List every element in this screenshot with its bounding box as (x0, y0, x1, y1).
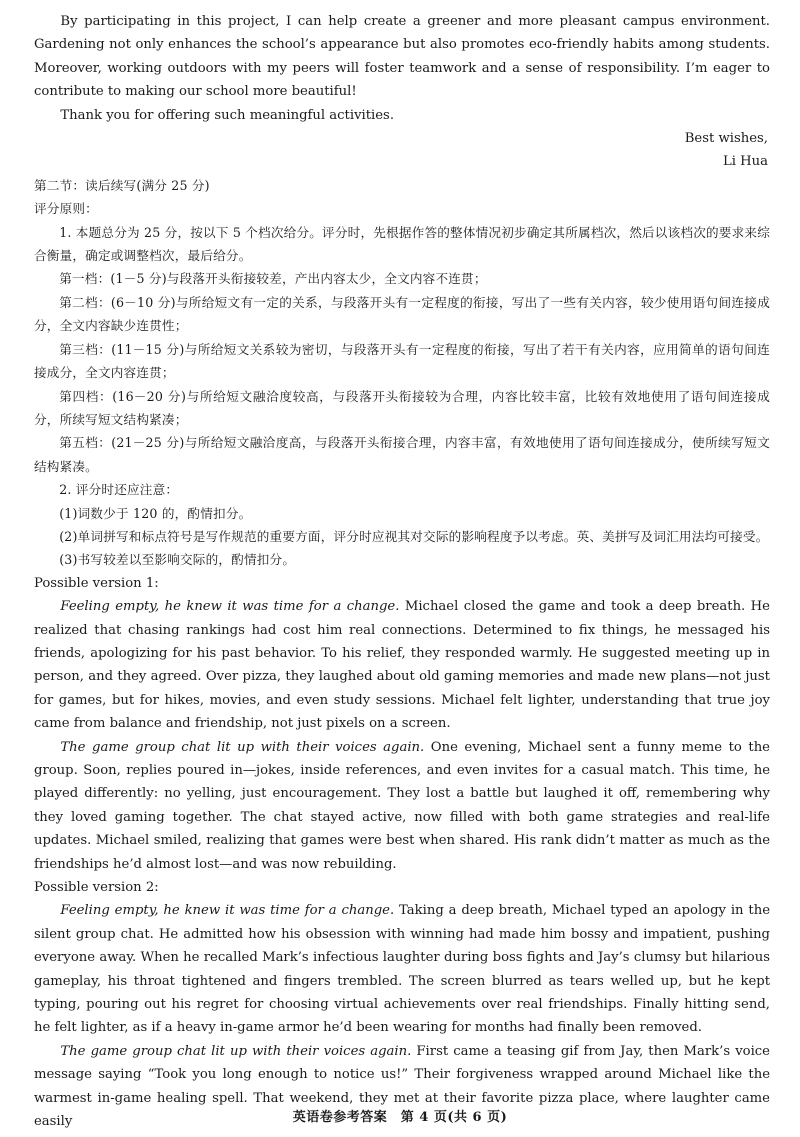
version-1-paragraph-2 (34, 736, 770, 876)
letter-closing: Best wishes, (684, 131, 768, 147)
note-1: (1)词数少于 120 的，酌情扣分。 (59, 505, 252, 521)
note-3: (3)书写较差以至影响交际的，酌情扣分。 (59, 552, 296, 568)
tier-1: 第一档：(1－5 分)与段落开头衔接较差，产出内容太少，全文内容不连贯； (59, 271, 487, 287)
version-1-paragraph-1 (34, 595, 770, 735)
section-heading: 第二节：读后续写(满分 25 分) (34, 177, 210, 193)
version-1-p2-body: One evening, Michael sent a funny meme to the group. Soon, replies poured in—jokes, inside references, and even invites for a casual match. This time, he played differently: no yelling, just encouragement. They lost a battle but laughed it off, remembering why they loved gaming together. The chat stayed active, now filled with both game strategies and real-life updates. Michael smiled, realizing that games were best when shared. His rank didn’t matter as much as the friendships he’d almost lost—and was now rebuilding. (34, 739, 770, 872)
version-2-p2-lead: The game group chat lit up with their voices again. (60, 1043, 412, 1059)
letter-signature: Li Hua (722, 154, 768, 170)
version-1-p2-lead: The game group chat lit up with their voices again. (60, 739, 425, 755)
version-2-paragraph-1 (34, 899, 770, 1039)
letter-paragraph-1: By participating in this project, I can help create a greener and more pleasant campus environment. Gardening not only enhances the school’s appearance but also promotes eco-friendly habits among students. Moreover, working outdoors with my peers will foster teamwork and a sense of responsibility. I’m eager to contribute to making our school more beautiful! (34, 14, 770, 100)
note-2: (2)单词拼写和标点符号是写作规范的重要方面，评分时应视其对交际的影响程度予以考虑。英、美拼写及词汇用法均可接受。 (59, 528, 769, 544)
scoring-rule-2: 2. 评分时还应注意： (59, 482, 179, 498)
version-2-p1-lead: Feeling empty, he knew it was time for a change. (60, 903, 395, 919)
version-1-p1-body: Michael closed the game and took a deep breath. He realized that chasing rankings had cost him real connections. Determined to fix things, he messaged his friends, apologizing for his past behavior. To his relief, they responded warmly. He suggested meeting up in person, and they agreed. Over pizza, they laughed about old gaming memories and made new plans—not just for games, but for hikes, movies, and even study sessions. Michael felt lighter, understanding that true joy came from balance and friendship, not just pixels on a screen. (34, 599, 770, 732)
tier-3: 第三档：(11－15 分)与所给短文关系较为密切，与段落开头有一定程度的衔接，写出了若干有关内容，应用简单的语句间连接成分，全文内容连贯； (34, 341, 770, 381)
version-2-p2-body: First came a teasing gif from Jay, then Mark’s voice message saying “Took you long enough to notice us!” Their forgiveness wrapped around Michael like the warmest in-game healing spell. That weekend, they met at their favorite pizza place, where laughter came easily (34, 1043, 770, 1130)
scoring-rule-1: 1. 本题总分为 25 分，按以下 5 个档次给分。评分时，先根据作答的整体情况初步确定其所属档次，然后以该档次的要求来综合衡量，确定或调整档次，最后给分。 (34, 224, 770, 264)
tier-2: 第二档：(6－10 分)与所给短文有一定的关系，与段落开头有一定程度的衔接，写出了一些有关内容，较少使用语句间连接成分，全文内容缺少连贯性； (34, 294, 770, 334)
version-2-label: Possible version 2: (34, 880, 159, 896)
page-footer: 英语卷参考答案 第 4 页(共 6 页) (292, 1110, 508, 1125)
criteria-heading: 评分原则： (34, 201, 98, 217)
tier-4: 第四档：(16－20 分)与所给短文融洽度较高，与段落开头衔接较为合理，内容比较丰富，比较有效地使用了语句间连接成分，所续写短文结构紧凑； (34, 388, 770, 427)
version-1-label: Possible version 1: (34, 575, 159, 591)
version-1-p1-lead: Feeling empty, he knew it was time for a change. (60, 599, 400, 615)
tier-5: 第五档：(21－25 分)与所给短文融洽度高，与段落开头衔接合理，内容丰富，有效地使用了语句间连接成分，使所续写短文结构紧凑。 (34, 435, 770, 474)
version-2-p1-body: Taking a deep breath, Michael typed an apology in the silent group chat. He admitted how his obsession with winning had made him bossy and impatient, pushing everyone away. When he recalled Mark’s infectious laughter during boss fights and Jay’s clumsy but hilarious gameplay, his throat tightened and fingers trembled. The screen blurred as tears welled up, but he kept typing, pouring out his regret for choosing virtual achievements over real friendships. Finally hitting send, he felt lighter, as if a heavy in-game armor he’d been wearing for months had finally been removed. (34, 903, 770, 1036)
letter-paragraph-2: Thank you for offering such meaningful activities. (60, 107, 395, 123)
